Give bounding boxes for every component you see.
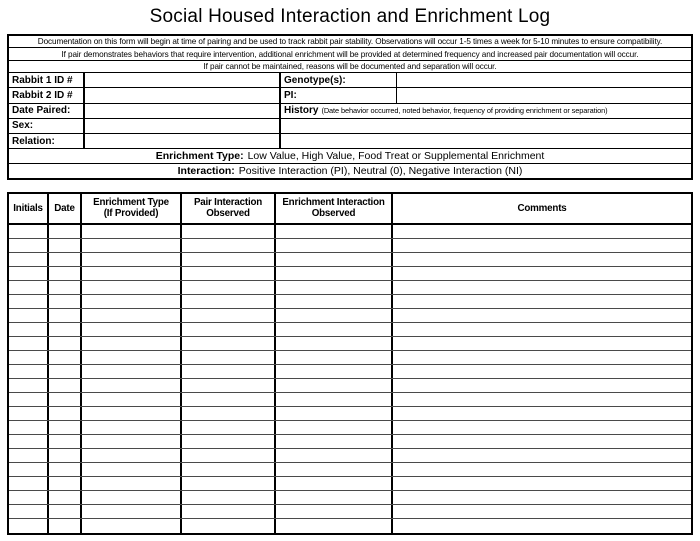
cell-initials[interactable]	[9, 281, 49, 294]
cell-comments[interactable]	[393, 295, 691, 308]
sex-row	[9, 119, 691, 134]
cell-enrichment-interaction[interactable]	[276, 477, 393, 490]
cell-initials[interactable]	[9, 323, 49, 336]
log-row	[9, 281, 691, 295]
cell-enrichment-interaction[interactable]	[276, 267, 393, 280]
cell-date[interactable]	[49, 379, 82, 392]
cell-date[interactable]	[49, 407, 82, 420]
cell-enrichment-type[interactable]	[82, 519, 182, 533]
cell-pair-interaction[interactable]	[182, 239, 276, 252]
cell-enrichment-interaction[interactable]	[276, 365, 393, 378]
cell-enrichment-type[interactable]	[82, 253, 182, 266]
cell-initials[interactable]	[9, 295, 49, 308]
cell-enrichment-type[interactable]	[82, 365, 182, 378]
date-paired-field[interactable]	[85, 104, 281, 118]
cell-comments[interactable]	[393, 239, 691, 252]
instruction-line-1: Documentation on this form will begin at time of pairing and be used to track rabbit pair stability. Observations will occur 1-5 times a week for 5-10 minutes to ensure compatibility.	[9, 36, 691, 48]
cell-date[interactable]	[49, 477, 82, 490]
log-row	[9, 351, 691, 365]
history-note: (Date behavior occurred, noted behavior, frequency of providing enrichment or separation)	[321, 106, 608, 116]
cell-enrichment-type[interactable]	[82, 463, 182, 476]
cell-pair-interaction[interactable]	[182, 365, 276, 378]
cell-enrichment-type[interactable]	[82, 449, 182, 462]
history-field-1[interactable]	[281, 119, 691, 133]
pi-label: PI:	[281, 88, 397, 102]
cell-enrichment-interaction[interactable]	[276, 393, 393, 406]
cell-initials[interactable]	[9, 421, 49, 434]
log-row	[9, 225, 691, 239]
cell-enrichment-type[interactable]	[82, 477, 182, 490]
cell-initials[interactable]	[9, 435, 49, 448]
cell-initials[interactable]	[9, 337, 49, 350]
cell-initials[interactable]	[9, 365, 49, 378]
log-row	[9, 239, 691, 253]
cell-enrichment-type[interactable]	[82, 323, 182, 336]
cell-comments[interactable]	[393, 519, 691, 533]
genotype-label: Genotype(s):	[281, 73, 397, 87]
cell-pair-interaction[interactable]	[182, 449, 276, 462]
instruction-line-2: If pair demonstrates behaviors that require intervention, additional enrichment will be provided at determined frequency and increased pair documentation will occur.	[9, 48, 691, 60]
enrichment-legend-text: Low Value, High Value, Food Treat or Supplemental Enrichment	[247, 149, 545, 162]
cell-enrichment-type[interactable]	[82, 421, 182, 434]
cell-enrichment-interaction[interactable]	[276, 281, 393, 294]
cell-enrichment-interaction[interactable]	[276, 505, 393, 518]
cell-enrichment-type[interactable]	[82, 407, 182, 420]
rabbit1-id-field[interactable]	[85, 73, 281, 87]
cell-comments[interactable]	[393, 337, 691, 350]
log-row	[9, 491, 691, 505]
cell-comments[interactable]	[393, 477, 691, 490]
cell-comments[interactable]	[393, 281, 691, 294]
rabbit2-row	[9, 88, 691, 103]
cell-initials[interactable]	[9, 463, 49, 476]
cell-initials[interactable]	[9, 519, 49, 533]
date-paired-label: Date Paired:	[9, 104, 85, 118]
initials-column-header: Initials	[9, 194, 49, 223]
relation-label: Relation:	[9, 134, 85, 148]
cell-comments[interactable]	[393, 225, 691, 238]
cell-enrichment-type[interactable]	[82, 281, 182, 294]
cell-enrichment-type[interactable]	[82, 393, 182, 406]
cell-pair-interaction[interactable]	[182, 267, 276, 280]
cell-enrichment-interaction[interactable]	[276, 295, 393, 308]
log-table-header	[9, 194, 691, 225]
cell-date[interactable]	[49, 337, 82, 350]
cell-initials[interactable]	[9, 309, 49, 322]
cell-enrichment-type[interactable]	[82, 309, 182, 322]
cell-enrichment-interaction[interactable]	[276, 519, 393, 533]
cell-date[interactable]	[49, 463, 82, 476]
cell-comments[interactable]	[393, 463, 691, 476]
cell-enrichment-interaction[interactable]	[276, 463, 393, 476]
cell-initials[interactable]	[9, 225, 49, 238]
cell-pair-interaction[interactable]	[182, 253, 276, 266]
cell-date[interactable]	[49, 491, 82, 504]
pi-field[interactable]	[397, 88, 691, 102]
log-row	[9, 365, 691, 379]
cell-pair-interaction[interactable]	[182, 309, 276, 322]
cell-comments[interactable]	[393, 421, 691, 434]
cell-pair-interaction[interactable]	[182, 323, 276, 336]
rabbit1-row	[9, 73, 691, 88]
enrichment-legend-label: Enrichment Type:	[155, 149, 244, 162]
cell-enrichment-interaction[interactable]	[276, 435, 393, 448]
rabbit2-id-field[interactable]	[85, 88, 281, 102]
cell-pair-interaction[interactable]	[182, 435, 276, 448]
cell-pair-interaction[interactable]	[182, 491, 276, 504]
cell-enrichment-type[interactable]	[82, 239, 182, 252]
cell-date[interactable]	[49, 449, 82, 462]
log-row	[9, 309, 691, 323]
rabbit1-id-label: Rabbit 1 ID #	[9, 73, 85, 87]
cell-initials[interactable]	[9, 505, 49, 518]
interaction-legend-text: Positive Interaction (PI), Neutral (0), Negative Interaction (NI)	[238, 164, 523, 177]
log-row	[9, 267, 691, 281]
cell-date[interactable]	[49, 225, 82, 238]
cell-pair-interaction[interactable]	[182, 477, 276, 490]
cell-date[interactable]	[49, 351, 82, 364]
cell-date[interactable]	[49, 393, 82, 406]
cell-pair-interaction[interactable]	[182, 379, 276, 392]
history-header-cell	[281, 104, 691, 118]
log-row	[9, 393, 691, 407]
cell-enrichment-type[interactable]	[82, 267, 182, 280]
interaction-legend-label: Interaction:	[177, 164, 235, 177]
cell-date[interactable]	[49, 435, 82, 448]
cell-pair-interaction[interactable]	[182, 295, 276, 308]
log-row	[9, 421, 691, 435]
interaction-legend	[9, 164, 691, 178]
cell-initials[interactable]	[9, 379, 49, 392]
cell-date[interactable]	[49, 421, 82, 434]
enrichment-type-legend	[9, 149, 691, 163]
log-row	[9, 449, 691, 463]
cell-enrichment-interaction[interactable]	[276, 253, 393, 266]
log-row	[9, 295, 691, 309]
pair-interaction-column-header: Pair Interaction Observed	[182, 194, 276, 223]
cell-comments[interactable]	[393, 435, 691, 448]
enrichment-type-column-header: Enrichment Type (If Provided)	[82, 194, 182, 223]
log-body	[9, 225, 691, 533]
cell-comments[interactable]	[393, 365, 691, 378]
pair-info-box	[7, 34, 693, 180]
cell-enrichment-interaction[interactable]	[276, 407, 393, 420]
log-row	[9, 477, 691, 491]
cell-date[interactable]	[49, 281, 82, 294]
cell-enrichment-interaction[interactable]	[276, 351, 393, 364]
comments-column-header: Comments	[517, 202, 567, 214]
cell-pair-interaction[interactable]	[182, 463, 276, 476]
cell-enrichment-type[interactable]	[82, 435, 182, 448]
cell-enrichment-type[interactable]	[82, 225, 182, 238]
log-row	[9, 519, 691, 533]
cell-comments[interactable]	[393, 253, 691, 266]
cell-pair-interaction[interactable]	[182, 421, 276, 434]
cell-date[interactable]	[49, 267, 82, 280]
cell-initials[interactable]	[9, 449, 49, 462]
cell-comments[interactable]	[393, 449, 691, 462]
genotype-field[interactable]	[397, 73, 691, 87]
date-paired-row	[9, 104, 691, 119]
cell-comments[interactable]	[393, 267, 691, 280]
relation-row	[9, 134, 691, 149]
cell-date[interactable]	[49, 519, 82, 533]
log-row	[9, 379, 691, 393]
log-row	[9, 505, 691, 519]
cell-enrichment-type[interactable]	[82, 337, 182, 350]
cell-comments[interactable]	[393, 351, 691, 364]
cell-enrichment-interaction[interactable]	[276, 309, 393, 322]
sex-field[interactable]	[85, 119, 281, 133]
cell-date[interactable]	[49, 365, 82, 378]
log-row	[9, 337, 691, 351]
cell-initials[interactable]	[9, 407, 49, 420]
cell-enrichment-interaction[interactable]	[276, 421, 393, 434]
log-row	[9, 463, 691, 477]
cell-pair-interaction[interactable]	[182, 407, 276, 420]
cell-enrichment-type[interactable]	[82, 351, 182, 364]
cell-enrichment-type[interactable]	[82, 379, 182, 392]
cell-comments[interactable]	[393, 323, 691, 336]
history-field-2[interactable]	[281, 134, 691, 148]
cell-initials[interactable]	[9, 393, 49, 406]
cell-pair-interaction[interactable]	[182, 505, 276, 518]
cell-pair-interaction[interactable]	[182, 519, 276, 533]
cell-initials[interactable]	[9, 491, 49, 504]
cell-date[interactable]	[49, 505, 82, 518]
log-row	[9, 323, 691, 337]
cell-enrichment-type[interactable]	[82, 295, 182, 308]
cell-enrichment-interaction[interactable]	[276, 491, 393, 504]
log-row	[9, 253, 691, 267]
sex-label: Sex:	[9, 119, 85, 133]
cell-enrichment-interaction[interactable]	[276, 225, 393, 238]
cell-comments[interactable]	[393, 309, 691, 322]
cell-date[interactable]	[49, 309, 82, 322]
rabbit2-id-label: Rabbit 2 ID #	[9, 88, 85, 102]
enrichment-interaction-column-header: Enrichment Interaction Observed	[276, 194, 393, 223]
date-column-header: Date	[49, 194, 82, 223]
cell-pair-interaction[interactable]	[182, 281, 276, 294]
cell-enrichment-interaction[interactable]	[276, 337, 393, 350]
cell-date[interactable]	[49, 323, 82, 336]
cell-comments[interactable]	[393, 491, 691, 504]
cell-enrichment-interaction[interactable]	[276, 323, 393, 336]
cell-comments[interactable]	[393, 505, 691, 518]
cell-initials[interactable]	[9, 267, 49, 280]
relation-field[interactable]	[85, 134, 281, 148]
log-table	[7, 192, 693, 535]
cell-enrichment-interaction[interactable]	[276, 449, 393, 462]
cell-date[interactable]	[49, 239, 82, 252]
cell-enrichment-interaction[interactable]	[276, 379, 393, 392]
cell-initials[interactable]	[9, 351, 49, 364]
cell-enrichment-type[interactable]	[82, 491, 182, 504]
cell-comments[interactable]	[393, 379, 691, 392]
log-row	[9, 407, 691, 421]
cell-initials[interactable]	[9, 477, 49, 490]
cell-date[interactable]	[49, 295, 82, 308]
cell-initials[interactable]	[9, 253, 49, 266]
cell-pair-interaction[interactable]	[182, 351, 276, 364]
cell-enrichment-type[interactable]	[82, 505, 182, 518]
cell-initials[interactable]	[9, 239, 49, 252]
log-row	[9, 435, 691, 449]
cell-date[interactable]	[49, 253, 82, 266]
cell-pair-interaction[interactable]	[182, 225, 276, 238]
cell-pair-interaction[interactable]	[182, 337, 276, 350]
instruction-line-3: If pair cannot be maintained, reasons will be documented and separation will occur.	[9, 61, 691, 73]
cell-comments[interactable]	[393, 407, 691, 420]
history-label: History	[284, 105, 319, 117]
cell-comments[interactable]	[393, 393, 691, 406]
form-title: Social Housed Interaction and Enrichment Log	[149, 6, 551, 27]
cell-pair-interaction[interactable]	[182, 393, 276, 406]
cell-enrichment-interaction[interactable]	[276, 239, 393, 252]
